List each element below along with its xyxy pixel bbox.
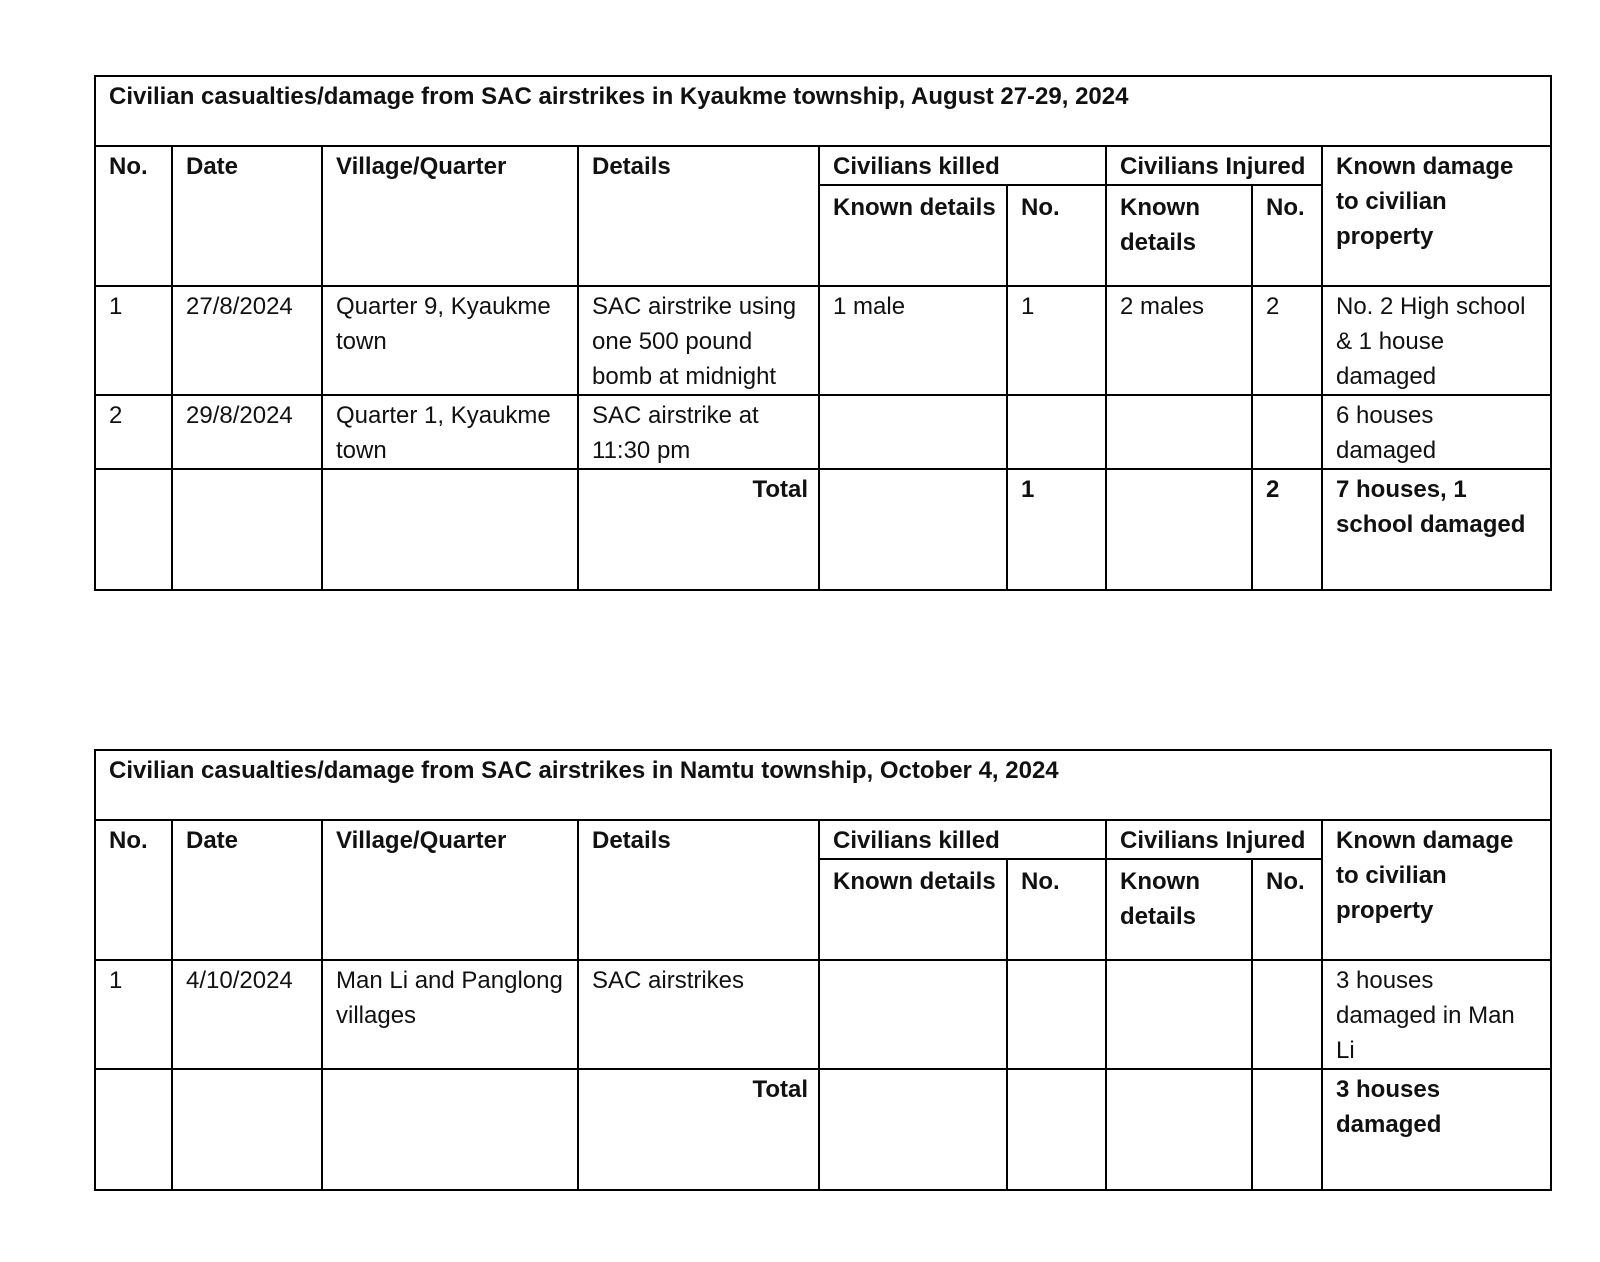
header-killed-known-details: Known details <box>819 185 1007 286</box>
header-no: No. <box>95 820 172 960</box>
total-damage: 7 houses, 1 school damaged <box>1322 469 1551 590</box>
cell-injured-details <box>1106 395 1252 469</box>
cell-killed-details: 1 male <box>819 286 1007 395</box>
cell-injured-details <box>1106 960 1252 1069</box>
cell-empty <box>322 1069 578 1190</box>
header-date: Date <box>172 820 322 960</box>
header-date: Date <box>172 146 322 286</box>
header-injured-no: No. <box>1252 859 1322 960</box>
cell-date: 27/8/2024 <box>172 286 322 395</box>
table-row <box>95 960 1551 1069</box>
cell-damage: No. 2 High school & 1 house damaged <box>1322 286 1551 395</box>
header-details: Details <box>578 820 819 960</box>
cell-date: 29/8/2024 <box>172 395 322 469</box>
cell-empty <box>95 1069 172 1190</box>
cell-village: Man Li and Panglong villages <box>322 960 578 1069</box>
cell-empty <box>1106 469 1252 590</box>
cell-empty <box>172 1069 322 1190</box>
cell-no: 1 <box>95 286 172 395</box>
cell-killed-no <box>1007 395 1106 469</box>
header-known-damage: Known damage to civilian property <box>1322 820 1551 960</box>
total-injured-no <box>1252 1069 1322 1190</box>
table-row <box>95 286 1551 395</box>
cell-empty <box>95 469 172 590</box>
cell-details: SAC airstrike at 11:30 pm <box>578 395 819 469</box>
cell-details: SAC airstrike using one 500 pound bomb at midnight <box>578 286 819 395</box>
cell-empty <box>172 469 322 590</box>
table-row <box>95 395 1551 469</box>
cell-killed-details <box>819 960 1007 1069</box>
header-injured-known-details: Known details <box>1106 185 1252 286</box>
cell-village: Quarter 1, Kyaukme town <box>322 395 578 469</box>
cell-date: 4/10/2024 <box>172 960 322 1069</box>
header-village: Village/Quarter <box>322 146 578 286</box>
total-row <box>95 1069 1551 1190</box>
total-damage: 3 houses damaged <box>1322 1069 1551 1190</box>
kyaukme-casualty-table <box>94 75 1552 591</box>
total-label: Total <box>578 469 819 590</box>
cell-empty <box>819 469 1007 590</box>
cell-no: 2 <box>95 395 172 469</box>
cell-killed-no <box>1007 960 1106 1069</box>
cell-empty <box>322 469 578 590</box>
header-known-damage: Known damage to civilian property <box>1322 146 1551 286</box>
header-civilians-killed: Civilians killed <box>819 820 1106 859</box>
cell-damage: 6 houses damaged <box>1322 395 1551 469</box>
header-killed-no: No. <box>1007 859 1106 960</box>
total-injured-no: 2 <box>1252 469 1322 590</box>
total-label: Total <box>578 1069 819 1190</box>
cell-empty <box>1106 1069 1252 1190</box>
cell-killed-no: 1 <box>1007 286 1106 395</box>
header-injured-known-details: Known details <box>1106 859 1252 960</box>
cell-injured-details: 2 males <box>1106 286 1252 395</box>
cell-village: Quarter 9, Kyaukme town <box>322 286 578 395</box>
cell-injured-no: 2 <box>1252 286 1322 395</box>
cell-injured-no <box>1252 395 1322 469</box>
header-village: Village/Quarter <box>322 820 578 960</box>
header-civilians-injured: Civilians Injured <box>1106 146 1322 185</box>
cell-no: 1 <box>95 960 172 1069</box>
table-title: Civilian casualties/damage from SAC airstrikes in Namtu township, October 4, 2024 <box>95 750 1551 820</box>
table-title: Civilian casualties/damage from SAC airstrikes in Kyaukme township, August 27-29, 2024 <box>95 76 1551 146</box>
total-row <box>95 469 1551 590</box>
header-no: No. <box>95 146 172 286</box>
header-killed-no: No. <box>1007 185 1106 286</box>
cell-empty <box>819 1069 1007 1190</box>
header-details: Details <box>578 146 819 286</box>
namtu-casualty-table <box>94 749 1552 1191</box>
cell-injured-no <box>1252 960 1322 1069</box>
cell-details: SAC airstrikes <box>578 960 819 1069</box>
header-civilians-killed: Civilians killed <box>819 146 1106 185</box>
cell-killed-details <box>819 395 1007 469</box>
header-civilians-injured: Civilians Injured <box>1106 820 1322 859</box>
cell-damage: 3 houses damaged in Man Li <box>1322 960 1551 1069</box>
total-killed-no <box>1007 1069 1106 1190</box>
total-killed-no: 1 <box>1007 469 1106 590</box>
header-injured-no: No. <box>1252 185 1322 286</box>
header-killed-known-details: Known details <box>819 859 1007 960</box>
